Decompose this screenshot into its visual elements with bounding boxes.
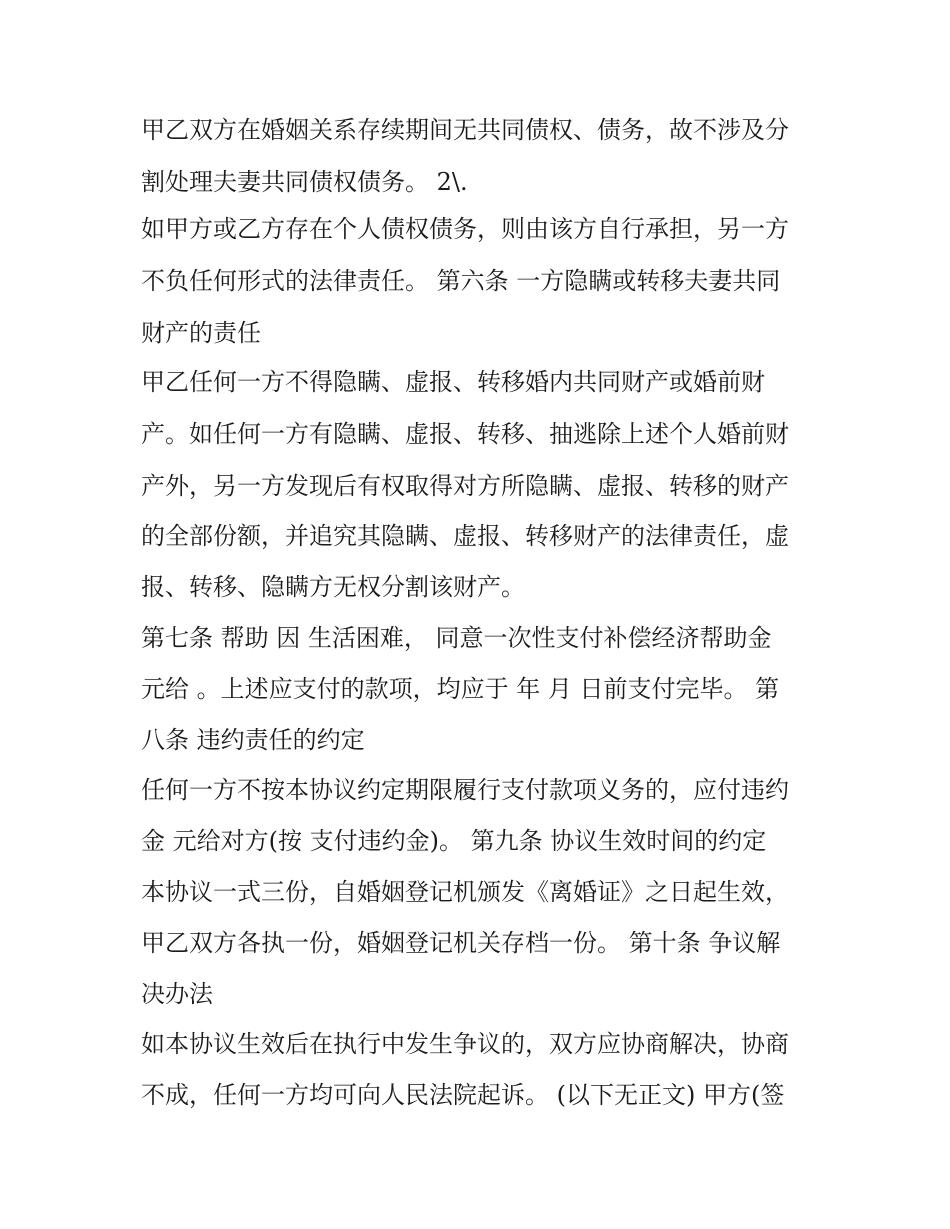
text-line: 不负任何形式的法律责任。 第六条 一方隐瞒或转移夫妻共同 [141,267,781,295]
text-line: 金 元给对方(按 支付违约金)。 第九条 协议生效时间的约定 [141,827,767,855]
text-line: 报、转移、隐瞒方无权分割该财产。 [141,573,525,601]
text-line: 产外，另一方发现后有权取得对方所隐瞒、虚报、转移的财产 [141,472,789,500]
text-line: 的全部份额，并追究其隐瞒、虚报、转移财产的法律责任，虚 [141,522,789,550]
text-line: 如甲方或乙方存在个人债权债务，则由该方自行承担，另一方 [141,215,789,243]
text-line: 元给 。上述应支付的款项，均应于 年 月 日前支付完毕。 第 [141,675,780,703]
text-line: 本协议一式三份，自婚姻登记机颁发《离婚证》之日起生效， [141,878,789,906]
text-line: 产。如任何一方有隐瞒、虚报、转移、抽逃除上述个人婚前财 [141,420,789,448]
text-line: 如本协议生效后在执行中发生争议的，双方应协商解决，协商 [141,1030,789,1058]
text-line: 割处理夫妻共同债权债务。 2\. [141,168,468,196]
text-line: 任何一方不按本协议约定期限履行支付款项义务的，应付违约 [141,776,789,804]
text-line: 财产的责任 [141,319,261,347]
text-line: 八条 违约责任的约定 [141,726,365,754]
text-line: 不成，任何一方均可向人民法院起诉。 (以下无正文) 甲方(签 [141,1081,785,1109]
text-line: 甲乙双方在婚姻关系存续期间无共同债权、债务，故不涉及分 [141,116,789,144]
text-line: 甲乙任何一方不得隐瞒、虚报、转移婚内共同财产或婚前财 [141,368,765,396]
text-line: 甲乙双方各执一份，婚姻登记机关存档一份。 第十条 争议解 [141,929,781,957]
text-line: 第七条 帮助 因 生活困难， 同意一次性支付补偿经济帮助金 [141,624,772,652]
text-line: 决办法 [141,980,213,1008]
